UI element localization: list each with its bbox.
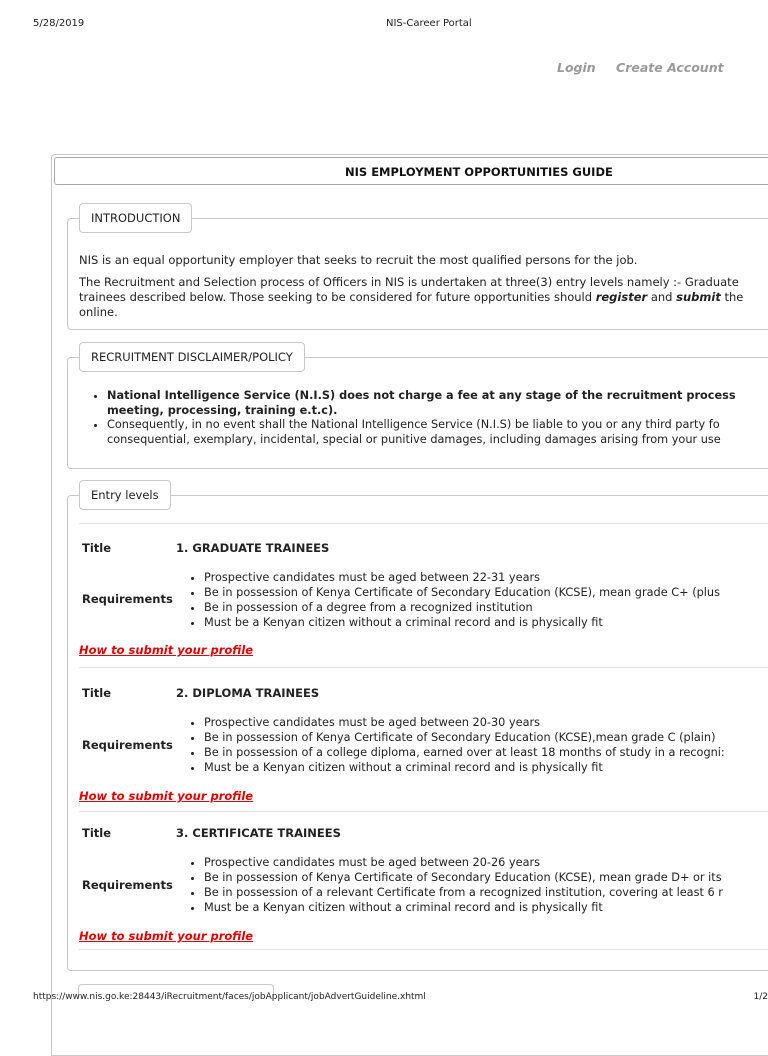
divider xyxy=(79,523,768,524)
requirement-item: • Must be a Kenyan citizen without a criminal record and is physically fit xyxy=(204,760,768,775)
level-1-requirements-label: Requirements xyxy=(82,592,173,606)
requirement-item: • Be in possession of a degree from a recognized institution xyxy=(204,600,768,615)
requirement-item: • Prospective candidates must be aged between 20-26 years xyxy=(204,855,768,870)
submit-emphasis: submit xyxy=(676,290,721,304)
disclaimer-legend: RECRUITMENT DISCLAIMER/POLICY xyxy=(79,342,305,372)
login-link[interactable]: Login xyxy=(557,60,596,75)
requirement-item: • Must be a Kenyan citizen without a criminal record and is physically fit xyxy=(204,900,768,915)
level-2-how-to-submit-link[interactable]: How to submit your profile xyxy=(79,789,254,803)
level-3-name: 3. CERTIFICATE TRAINEES xyxy=(176,826,341,840)
print-date: 5/28/2019 xyxy=(33,18,85,29)
divider xyxy=(79,667,768,668)
divider xyxy=(79,949,768,950)
print-url: https://www.nis.go.ke:28443/iRecruitment/faces/jobApplicant/jobAdvertGuideline.xhtml xyxy=(33,992,426,1002)
level-3-how-to-submit-link[interactable]: How to submit your profile xyxy=(79,929,254,943)
level-2-title-label: Title xyxy=(82,686,112,700)
introduction-section xyxy=(67,211,768,330)
disclaimer-item-liability: • Consequently, in no event shall the National Intelligence Service (N.I.S) be liable to you or any third party fo consequential, exemplary, incidental, special or punitive damages, including damages arising from your use xyxy=(107,418,768,447)
introduction-content xyxy=(79,253,768,320)
requirement-item: • Be in possession of a relevant Certificate from a recognized institution, covering at least 6 r xyxy=(204,885,768,900)
disclaimer-section xyxy=(67,350,768,469)
print-page-number: 1/2 xyxy=(753,992,768,1002)
level-2-name: 2. DIPLOMA TRAINEES xyxy=(176,686,320,700)
guide-title: NIS EMPLOYMENT OPPORTUNITIES GUIDE xyxy=(345,165,613,179)
level-1-requirements xyxy=(176,570,768,630)
requirement-item: • Be in possession of Kenya Certificate of Secondary Education (KCSE), mean grade D+ or its xyxy=(204,870,768,885)
disclaimer-list xyxy=(79,389,768,447)
register-emphasis: register xyxy=(595,290,648,304)
level-1-title-label: Title xyxy=(82,541,112,555)
level-2-requirements-label: Requirements xyxy=(82,738,173,752)
requirement-item: • Prospective candidates must be aged between 22-31 years xyxy=(204,570,768,585)
intro-paragraph-2: The Recruitment and Selection process of Officers in NIS is undertaken at three(3) entry levels namely :- Graduate trainees described below. Those seeking to be considered for future opportunities should register and submit the online. xyxy=(79,275,744,319)
level-3-requirements-label: Requirements xyxy=(82,878,173,892)
introduction-legend: INTRODUCTION xyxy=(79,203,192,233)
requirement-item: • Be in possession of Kenya Certificate of Secondary Education (KCSE), mean grade C+ (plus xyxy=(204,585,768,600)
requirement-item: • Prospective candidates must be aged between 20-30 years xyxy=(204,715,768,730)
disclaimer-item-fee: • National Intelligence Service (N.I.S) does not charge a fee at any stage of the recruitment process meeting, processing, training e.t.c). xyxy=(107,389,768,418)
entry-levels-legend: Entry levels xyxy=(79,480,171,510)
divider xyxy=(79,811,768,812)
level-1-how-to-submit-link[interactable]: How to submit your profile xyxy=(79,643,254,657)
level-1-name: 1. GRADUATE TRAINEES xyxy=(176,541,330,555)
requirement-item: • Must be a Kenyan citizen without a criminal record and is physically fit xyxy=(204,615,768,630)
print-page-title: NIS-Career Portal xyxy=(386,18,472,29)
requirement-item: • Be in possession of a college diploma, earned over at least 18 months of study in a recogni: xyxy=(204,745,768,760)
intro-paragraph-1: NIS is an equal opportunity employer that seeks to recruit the most qualified persons for the job. xyxy=(79,253,638,267)
level-3-requirements xyxy=(176,855,768,915)
requirement-item: • Be in possession of Kenya Certificate of Secondary Education (KCSE),mean grade C (plain) xyxy=(204,730,768,745)
create-account-link[interactable]: Create Account xyxy=(616,60,724,75)
top-nav xyxy=(557,60,740,75)
entry-levels-section xyxy=(67,488,768,971)
guide-header xyxy=(54,157,768,185)
disclaimer-content xyxy=(79,389,768,447)
level-3-title-label: Title xyxy=(82,826,112,840)
level-2-requirements xyxy=(176,715,768,775)
